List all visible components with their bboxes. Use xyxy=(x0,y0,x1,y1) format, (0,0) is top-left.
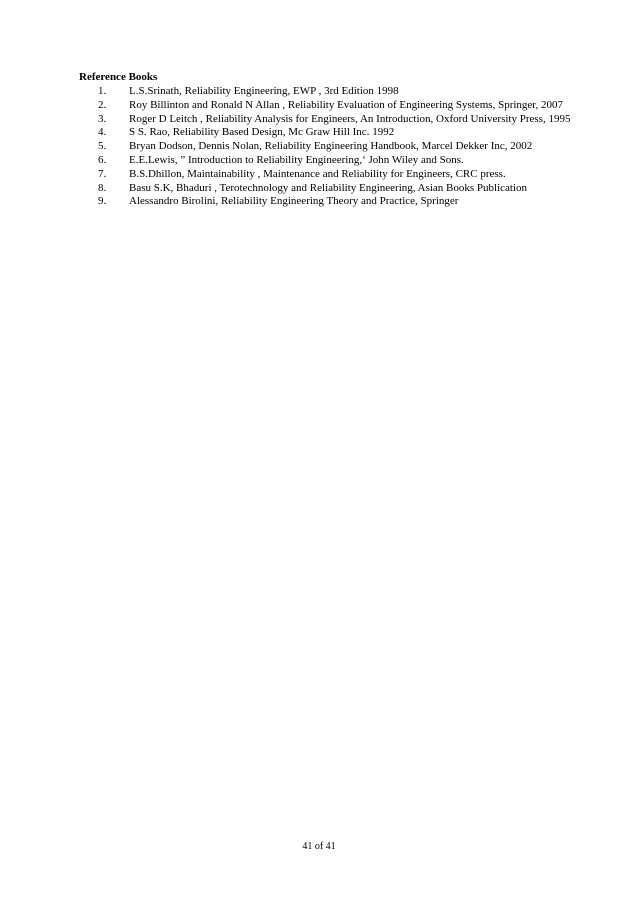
reference-item xyxy=(98,99,595,113)
reference-number: 8. xyxy=(98,181,107,194)
reference-number: 1. xyxy=(98,85,107,97)
reference-item xyxy=(98,85,595,99)
reference-text: Basu S.K, Bhaduri , Terotechnology and Reliability Engineering, Asian Books Publication xyxy=(129,181,528,194)
reference-item xyxy=(98,113,595,127)
reference-item xyxy=(98,168,595,182)
reference-number: 6. xyxy=(98,153,107,166)
reference-list xyxy=(98,85,595,209)
reference-number: 5. xyxy=(98,140,107,153)
reference-item xyxy=(98,182,595,196)
reference-text: Roger D Leitch , Reliability Analysis for Engineers, An Introduction, Oxford University Press, 1995 xyxy=(129,112,571,125)
reference-text: L.S.Srinath, Reliability Engineering, EWP , 3rd Edition 1998 xyxy=(129,85,399,97)
reference-number: 3. xyxy=(98,112,107,125)
reference-item xyxy=(98,154,595,168)
reference-text: Alessandro Birolini, Reliability Engineering Theory and Practice, Springer xyxy=(129,195,459,208)
reference-item xyxy=(98,140,595,154)
reference-number: 7. xyxy=(98,167,107,180)
reference-text: Bryan Dodson, Dennis Nolan, Reliability Engineering Handbook, Marcel Dekker Inc, 2002 xyxy=(129,140,533,153)
reference-number: 4. xyxy=(98,126,107,139)
page-number: 41 of 41 xyxy=(302,841,336,852)
section-title: Reference Books xyxy=(79,71,158,83)
reference-number: 2. xyxy=(98,98,107,111)
reference-text: S S. Rao, Reliability Based Design, Mc Graw Hill Inc. 1992 xyxy=(129,126,395,139)
reference-text: B.S.Dhillon, Maintainability , Maintenance and Reliability for Engineers, CRC press. xyxy=(129,167,506,180)
reference-item xyxy=(98,195,595,209)
reference-item xyxy=(98,126,595,140)
reference-number: 9. xyxy=(98,195,107,208)
reference-text: E.E.Lewis, ” Introduction to Reliability Engineering,‘ John Wiley and Sons. xyxy=(129,153,464,166)
reference-text: Roy Billinton and Ronald N Allan , Reliability Evaluation of Engineering Systems, Springer, 2007 xyxy=(129,98,564,111)
